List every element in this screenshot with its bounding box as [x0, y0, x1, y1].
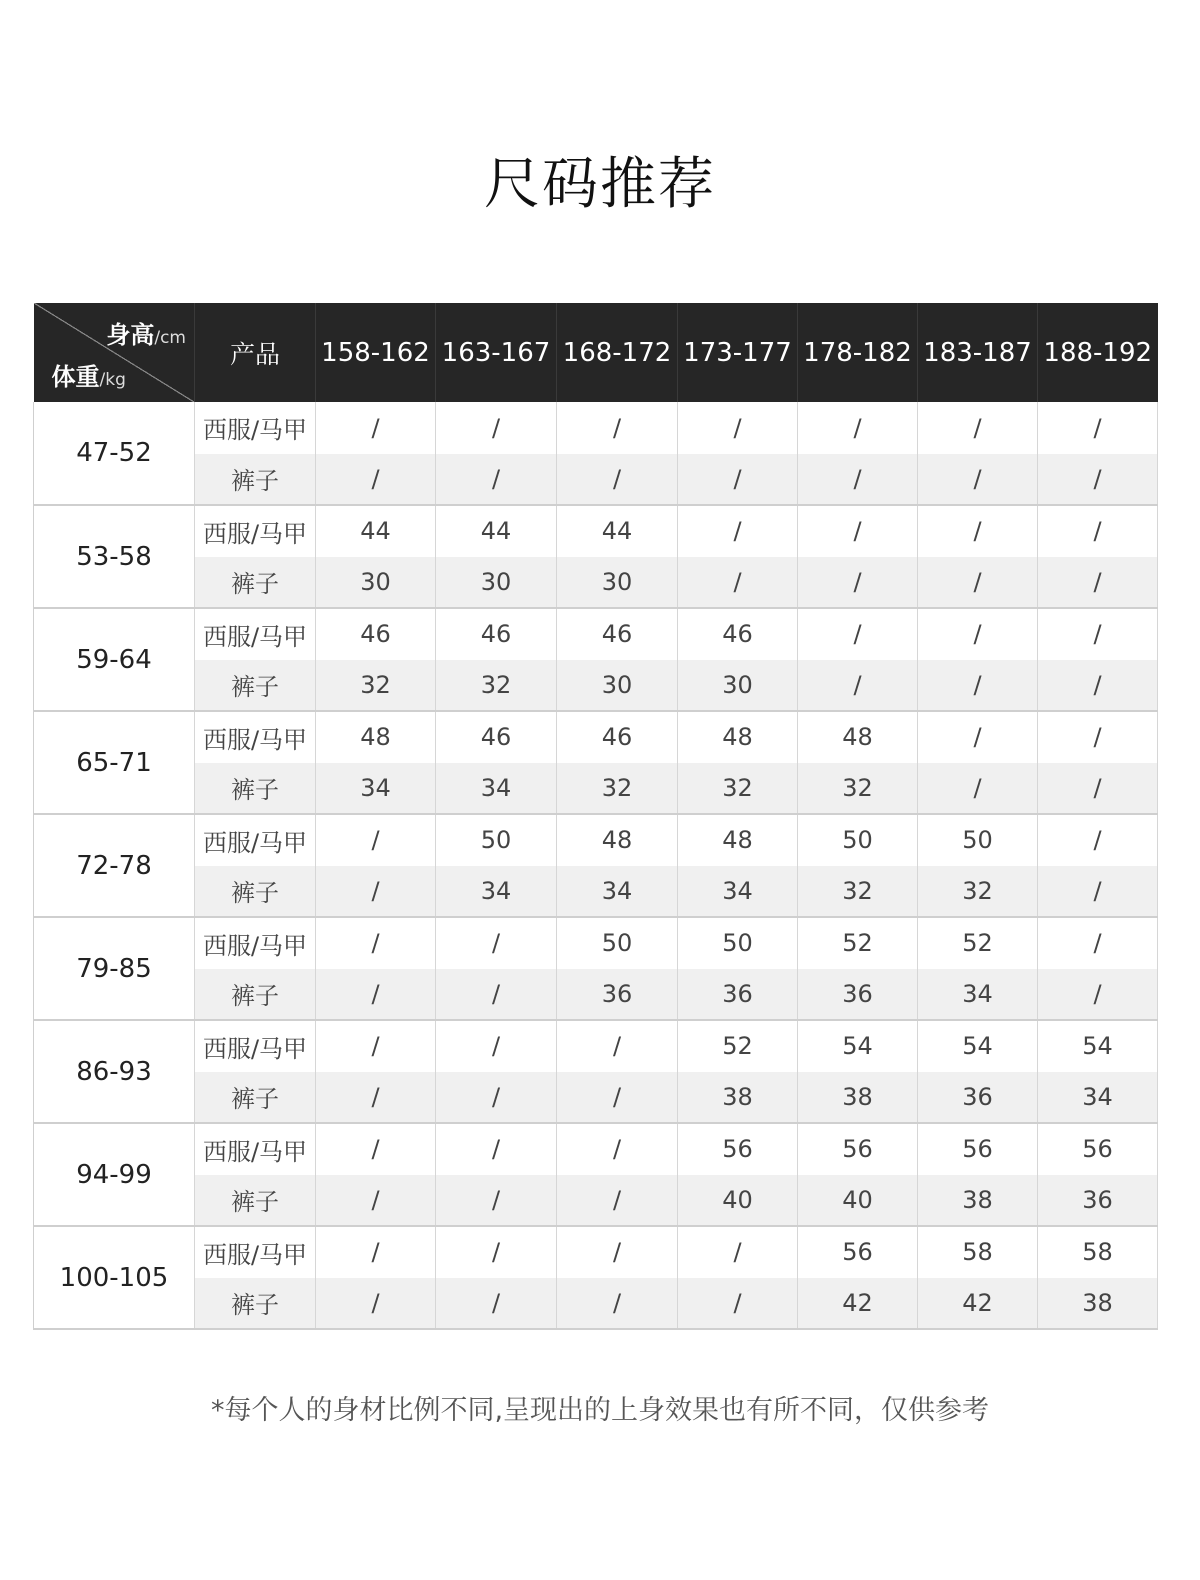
size-cell: / — [1038, 917, 1158, 969]
weight-range-cell: 59-64 — [34, 608, 195, 711]
weight-range-cell: 94-99 — [34, 1123, 195, 1226]
table-header — [34, 303, 1158, 402]
height-range-header: 183-187 — [918, 303, 1038, 402]
weight-range-cell: 53-58 — [34, 505, 195, 608]
page-title: 尺码推荐 — [484, 152, 716, 217]
size-cell: / — [436, 454, 557, 506]
table-row — [34, 454, 1158, 506]
size-cell: 48 — [557, 814, 678, 866]
size-cell: / — [798, 557, 918, 609]
size-cell: / — [436, 1226, 557, 1278]
product-suit-cell: 西服/马甲 — [195, 402, 316, 454]
weight-label: 体重 — [51, 363, 100, 391]
size-cell: 36 — [678, 969, 798, 1021]
size-cell: / — [918, 557, 1038, 609]
size-cell: / — [557, 402, 678, 454]
height-unit: /cm — [154, 328, 186, 348]
size-cell: 56 — [678, 1123, 798, 1175]
size-cell: / — [316, 1278, 436, 1330]
size-cell: 46 — [436, 711, 557, 763]
size-cell: / — [678, 505, 798, 557]
size-cell: 30 — [557, 557, 678, 609]
product-pants-cell: 裤子 — [195, 660, 316, 712]
size-cell: / — [557, 1278, 678, 1330]
size-cell: / — [557, 1020, 678, 1072]
product-suit-cell: 西服/马甲 — [195, 608, 316, 660]
size-cell: / — [1038, 866, 1158, 918]
size-cell: / — [436, 1020, 557, 1072]
size-cell: / — [316, 1175, 436, 1227]
size-chart-table — [33, 303, 1158, 1330]
size-cell: 32 — [678, 763, 798, 815]
size-cell: 34 — [918, 969, 1038, 1021]
height-label: 身高 — [106, 321, 155, 349]
size-cell: / — [557, 1175, 678, 1227]
product-pants-cell: 裤子 — [195, 454, 316, 506]
size-cell: 50 — [557, 917, 678, 969]
size-cell: / — [436, 402, 557, 454]
size-cell: / — [678, 402, 798, 454]
table-row — [34, 763, 1158, 815]
size-cell: 32 — [798, 763, 918, 815]
size-cell: 46 — [557, 711, 678, 763]
size-cell: / — [918, 660, 1038, 712]
size-cell: 38 — [918, 1175, 1038, 1227]
size-cell: / — [678, 1226, 798, 1278]
size-cell: 48 — [316, 711, 436, 763]
size-cell: / — [1038, 814, 1158, 866]
table-row — [34, 969, 1158, 1021]
table-row — [34, 1226, 1158, 1278]
size-cell: / — [1038, 557, 1158, 609]
size-cell: 34 — [436, 763, 557, 815]
size-cell: 34 — [678, 866, 798, 918]
size-cell: / — [557, 1226, 678, 1278]
table-row — [34, 402, 1158, 454]
size-cell: / — [316, 1072, 436, 1124]
size-cell: 40 — [798, 1175, 918, 1227]
product-pants-cell: 裤子 — [195, 557, 316, 609]
table-row — [34, 608, 1158, 660]
footnote: *每个人的身材比例不同,呈现出的上身效果也有所不同，仅供参考 — [210, 1395, 990, 1426]
product-pants-cell: 裤子 — [195, 1175, 316, 1227]
size-cell: 56 — [1038, 1123, 1158, 1175]
size-cell: 44 — [557, 505, 678, 557]
product-header: 产品 — [195, 303, 316, 402]
size-cell: / — [436, 1175, 557, 1227]
size-cell: / — [1038, 608, 1158, 660]
table-row — [34, 557, 1158, 609]
size-cell: 44 — [316, 505, 436, 557]
size-cell: / — [678, 454, 798, 506]
table-row — [34, 917, 1158, 969]
product-suit-cell: 西服/马甲 — [195, 1226, 316, 1278]
size-cell: / — [316, 969, 436, 1021]
product-pants-cell: 裤子 — [195, 763, 316, 815]
size-cell: 30 — [436, 557, 557, 609]
table-row — [34, 1020, 1158, 1072]
size-cell: / — [678, 1278, 798, 1330]
size-cell: 34 — [557, 866, 678, 918]
table-row — [34, 814, 1158, 866]
size-cell: 50 — [798, 814, 918, 866]
height-range-header: 188-192 — [1038, 303, 1158, 402]
size-cell: / — [316, 1226, 436, 1278]
size-cell: / — [918, 763, 1038, 815]
size-cell: 48 — [798, 711, 918, 763]
size-cell: 52 — [918, 917, 1038, 969]
height-range-header: 173-177 — [678, 303, 798, 402]
size-cell: / — [557, 1123, 678, 1175]
height-range-header: 168-172 — [557, 303, 678, 402]
size-cell: / — [316, 866, 436, 918]
table-row — [34, 1175, 1158, 1227]
weight-header — [52, 357, 126, 392]
product-pants-cell: 裤子 — [195, 969, 316, 1021]
size-cell: 34 — [436, 866, 557, 918]
size-cell: 42 — [918, 1278, 1038, 1330]
diagonal-header-cell — [34, 303, 195, 402]
product-suit-cell: 西服/马甲 — [195, 917, 316, 969]
product-suit-cell: 西服/马甲 — [195, 711, 316, 763]
table-row — [34, 866, 1158, 918]
size-cell: 48 — [678, 814, 798, 866]
size-cell: 32 — [436, 660, 557, 712]
size-cell: 58 — [918, 1226, 1038, 1278]
size-cell: / — [436, 1123, 557, 1175]
size-cell: 42 — [798, 1278, 918, 1330]
size-cell: 50 — [918, 814, 1038, 866]
size-cell: / — [316, 454, 436, 506]
size-cell: 56 — [798, 1226, 918, 1278]
size-cell: 38 — [678, 1072, 798, 1124]
height-range-header: 158-162 — [316, 303, 436, 402]
table-row — [34, 660, 1158, 712]
size-cell: 46 — [678, 608, 798, 660]
size-cell: 32 — [316, 660, 436, 712]
product-pants-cell: 裤子 — [195, 1278, 316, 1330]
size-cell: 58 — [1038, 1226, 1158, 1278]
size-cell: 48 — [678, 711, 798, 763]
size-cell: 40 — [678, 1175, 798, 1227]
weight-range-cell: 86-93 — [34, 1020, 195, 1123]
size-cell: 54 — [1038, 1020, 1158, 1072]
table-row — [34, 711, 1158, 763]
table-body — [34, 402, 1158, 1329]
size-cell: / — [918, 505, 1038, 557]
size-cell: 52 — [678, 1020, 798, 1072]
size-cell: 30 — [316, 557, 436, 609]
table-row — [34, 505, 1158, 557]
size-cell: 52 — [798, 917, 918, 969]
size-cell: 36 — [557, 969, 678, 1021]
table-row — [34, 1123, 1158, 1175]
size-cell: / — [1038, 763, 1158, 815]
size-cell: 34 — [1038, 1072, 1158, 1124]
size-cell: / — [436, 917, 557, 969]
size-cell: / — [918, 608, 1038, 660]
height-header — [106, 315, 186, 350]
size-cell: 46 — [557, 608, 678, 660]
size-cell: / — [557, 454, 678, 506]
product-suit-cell: 西服/马甲 — [195, 1020, 316, 1072]
weight-range-cell: 100-105 — [34, 1226, 195, 1329]
size-cell: / — [1038, 969, 1158, 1021]
size-cell: / — [678, 557, 798, 609]
size-cell: 32 — [798, 866, 918, 918]
product-suit-cell: 西服/马甲 — [195, 505, 316, 557]
size-cell: 46 — [436, 608, 557, 660]
size-cell: 54 — [918, 1020, 1038, 1072]
height-range-header: 178-182 — [798, 303, 918, 402]
size-cell: 30 — [557, 660, 678, 712]
height-range-header: 163-167 — [436, 303, 557, 402]
size-cell: 54 — [798, 1020, 918, 1072]
size-cell: / — [1038, 660, 1158, 712]
size-cell: 50 — [436, 814, 557, 866]
size-cell: 36 — [1038, 1175, 1158, 1227]
size-cell: / — [557, 1072, 678, 1124]
table-row — [34, 1278, 1158, 1330]
size-cell: / — [1038, 402, 1158, 454]
size-cell: / — [918, 711, 1038, 763]
product-suit-cell: 西服/马甲 — [195, 814, 316, 866]
size-cell: 32 — [918, 866, 1038, 918]
size-cell: 56 — [918, 1123, 1038, 1175]
size-cell: / — [316, 814, 436, 866]
size-cell: 50 — [678, 917, 798, 969]
size-cell: / — [436, 969, 557, 1021]
product-suit-cell: 西服/马甲 — [195, 1123, 316, 1175]
size-cell: / — [918, 402, 1038, 454]
size-cell: 44 — [436, 505, 557, 557]
size-cell: / — [436, 1072, 557, 1124]
header-row — [34, 303, 1158, 402]
size-cell: / — [798, 454, 918, 506]
size-cell: / — [798, 608, 918, 660]
size-cell: / — [798, 402, 918, 454]
size-cell: / — [1038, 454, 1158, 506]
size-cell: 32 — [557, 763, 678, 815]
size-cell: / — [918, 454, 1038, 506]
size-cell: / — [1038, 505, 1158, 557]
size-cell: 36 — [798, 969, 918, 1021]
size-cell: / — [436, 1278, 557, 1330]
size-cell: 30 — [678, 660, 798, 712]
size-cell: / — [316, 1020, 436, 1072]
size-cell: 38 — [1038, 1278, 1158, 1330]
size-cell: / — [316, 402, 436, 454]
size-cell: / — [316, 917, 436, 969]
size-cell: 56 — [798, 1123, 918, 1175]
product-pants-cell: 裤子 — [195, 1072, 316, 1124]
size-cell: / — [798, 505, 918, 557]
size-cell: 46 — [316, 608, 436, 660]
size-cell: 34 — [316, 763, 436, 815]
weight-range-cell: 79-85 — [34, 917, 195, 1020]
size-cell: / — [798, 660, 918, 712]
weight-unit: /kg — [99, 370, 126, 390]
size-cell: 38 — [798, 1072, 918, 1124]
size-cell: 36 — [918, 1072, 1038, 1124]
weight-range-cell: 47-52 — [34, 402, 195, 505]
weight-range-cell: 72-78 — [34, 814, 195, 917]
size-cell: / — [316, 1123, 436, 1175]
size-cell: / — [1038, 711, 1158, 763]
product-pants-cell: 裤子 — [195, 866, 316, 918]
table-row — [34, 1072, 1158, 1124]
weight-range-cell: 65-71 — [34, 711, 195, 814]
